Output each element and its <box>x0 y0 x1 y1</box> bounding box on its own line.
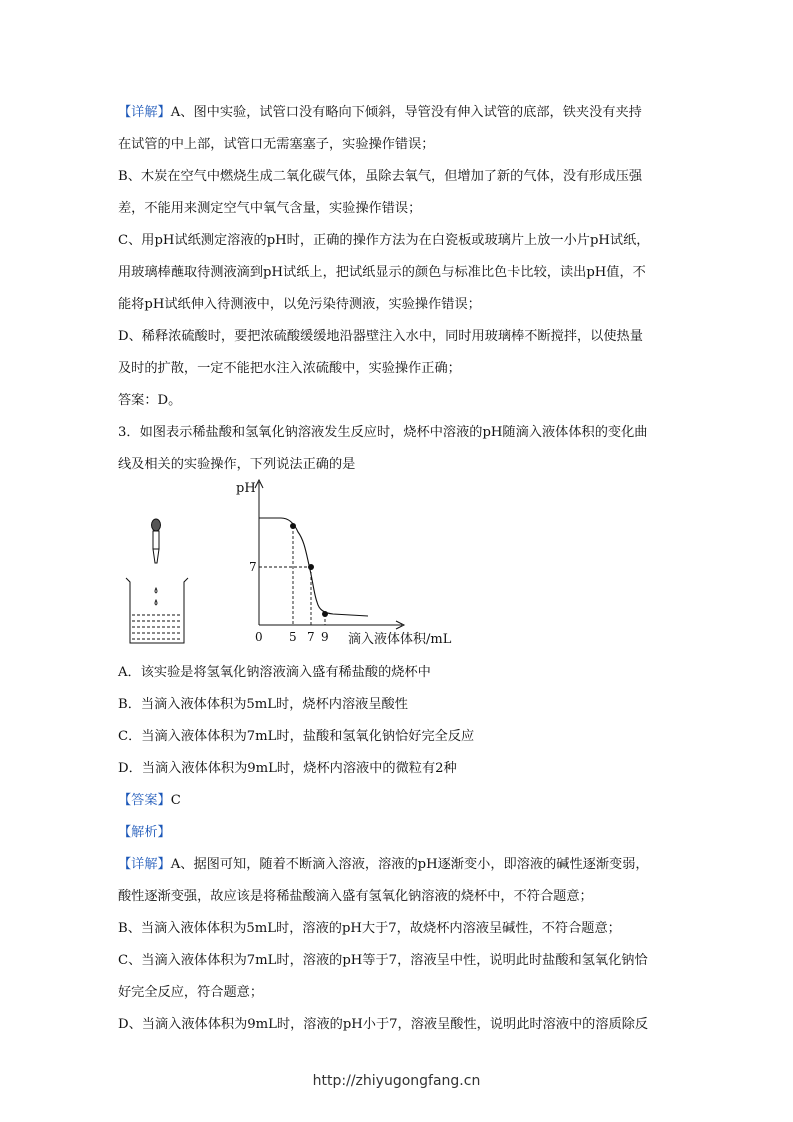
footer-url[interactable]: http://zhiyugongfang.cn <box>312 1073 481 1089</box>
y-axis-label: pH <box>236 481 256 496</box>
answer-line <box>118 792 181 810</box>
analysis-tag: 【解析】 <box>118 825 171 840</box>
analysis-line-6: D、当滴入液体体积为9mL时，溶液的pH小于7，溶液呈酸性，说明此时溶液中的溶质除反 <box>118 1017 649 1032</box>
option-c: C．当滴入液体体积为7mL时，盐酸和氢氧化钠恰好完全反应 <box>118 729 475 744</box>
option-b: B．当滴入液体体积为5mL时，烧杯内溶液呈酸性 <box>118 697 408 712</box>
x-tick-7: 7 <box>307 630 315 644</box>
question-line-1: 3．如图表示稀盐酸和氢氧化钠溶液发生反应时，烧杯中溶液的pH随滴入液体体积的变化曲 <box>118 425 648 440</box>
analysis-detail-tag: 【详解】 <box>118 857 171 872</box>
text-line-3: B、木炭在空气中燃烧生成二氧化碳气体，虽除去氧气，但增加了新的气体，没有形成压强 <box>118 169 642 184</box>
analysis-line <box>118 824 171 842</box>
point-5 <box>290 523 296 529</box>
point-7 <box>308 564 314 570</box>
analysis-line-4: C、当滴入液体体积为7mL时，溶液的pH等于7，溶液呈中性，说明此时盐酸和氢氧化钠恰 <box>118 953 648 968</box>
drops-icon <box>155 588 157 605</box>
answer-tag: 【答案】 <box>118 793 171 808</box>
text-line-7: 能将pH试纸伸入待测液中，以免污染待测液，实验操作错误； <box>118 297 481 312</box>
text-line-2: 在试管的中上部，试管口无需塞塞子，实验操作错误； <box>118 137 435 152</box>
text-line-10: 答案：D。 <box>118 393 182 408</box>
detail-tag: 【详解】 <box>118 105 171 120</box>
analysis-line-3: B、当滴入液体体积为5mL时，溶液的pH大于7，故烧杯内溶液呈碱性，不符合题意； <box>118 921 621 936</box>
text-line-8: D、稀释浓硫酸时，要把浓硫酸缓缓地沿器壁注入水中，同时用玻璃棒不断搅拌，以使热量 <box>118 329 643 344</box>
text-line-1 <box>118 104 642 122</box>
x-tick-0: 0 <box>255 630 263 644</box>
text-line-1-body: A、图中实验，试管口没有略向下倾斜，导管没有伸入试管的底部，铁夹没有夹持 <box>170 105 642 120</box>
analysis-line-5: 好完全反应，符合题意； <box>118 985 264 1000</box>
point-9 <box>322 611 328 617</box>
x-tick-9: 9 <box>321 630 329 644</box>
text-line-5: C、用pH试纸测定溶液的pH时，正确的操作方法为在白瓷板或玻璃片上放一小片pH试纸， <box>118 233 650 248</box>
answer-value: C <box>170 793 181 808</box>
analysis-line-1-body: A、据图可知，随着不断滴入溶液，溶液的pH逐渐变小，即溶液的碱性逐渐变弱， <box>170 857 649 872</box>
y-tick-7: 7 <box>249 560 257 574</box>
analysis-line-1 <box>118 856 649 874</box>
question-line-2: 线及相关的实验操作，下列说法正确的是 <box>118 457 356 472</box>
x-tick-5: 5 <box>289 630 297 644</box>
beaker-icon <box>126 578 188 643</box>
option-a: A．该实验是将氢氧化钠溶液滴入盛有稀盐酸的烧杯中 <box>118 665 431 680</box>
x-axis-label: 滴入液体体积/mL <box>348 632 452 647</box>
figure <box>118 470 498 656</box>
text-line-6: 用玻璃棒蘸取待测液滴到pH试纸上，把试纸显示的颜色与标准比色卡比较，读出pH值，不 <box>118 265 646 280</box>
text-line-4: 差，不能用来测定空气中氧气含量，实验操作错误； <box>118 201 422 216</box>
analysis-line-2: 酸性逐渐变强，故应该是将稀盐酸滴入盛有氢氧化钠溶液的烧杯中，不符合题意； <box>118 889 593 904</box>
ph-chart <box>236 480 452 647</box>
text-line-9: 及时的扩散，一定不能把水注入浓硫酸中，实验操作正确； <box>118 361 461 376</box>
option-d: D．当滴入液体体积为9mL时，烧杯内溶液中的微粒有2种 <box>118 761 457 776</box>
dropper-icon <box>152 519 161 563</box>
